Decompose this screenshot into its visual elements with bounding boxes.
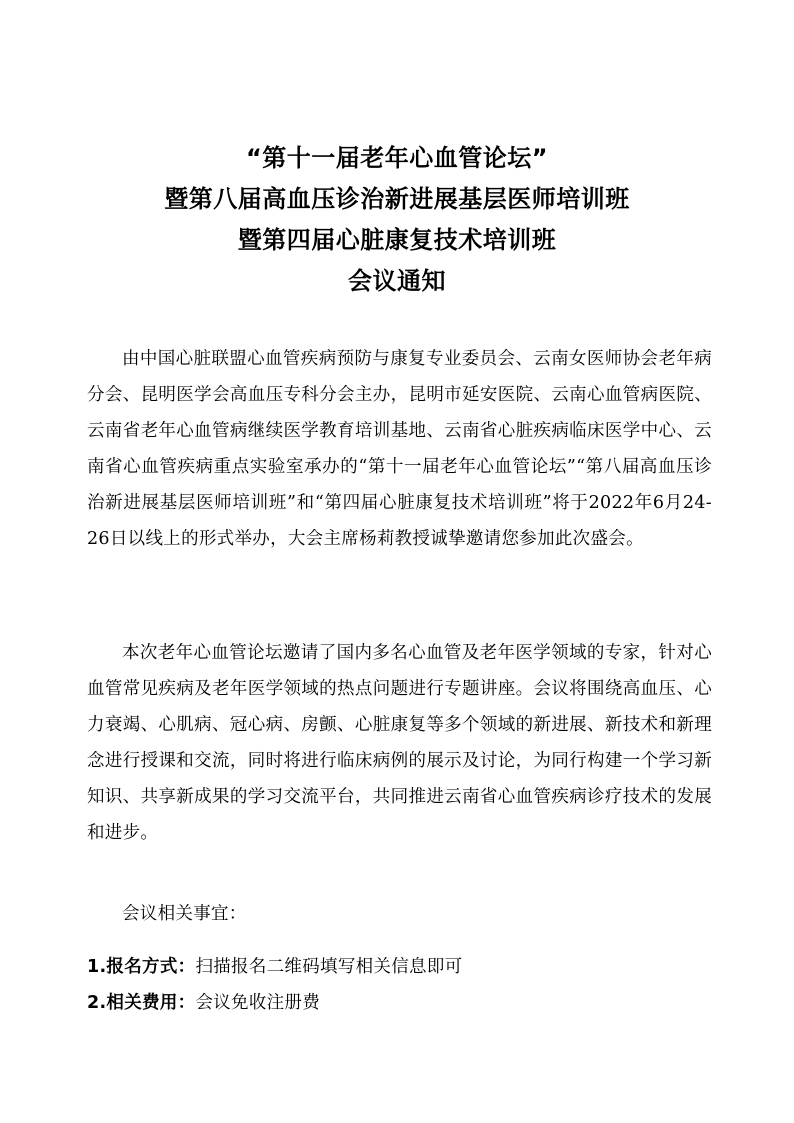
title-line-hypertension-training: 暨第八届高血压诊治新进展基层医师培训班	[164, 185, 630, 213]
title-line-meeting-notice: 会议通知	[348, 267, 446, 295]
registration-method-item	[87, 949, 462, 985]
registration-method-label: 1.报名方式：	[87, 957, 196, 977]
registration-method-value: 扫描报名二维码填写相关信息即可	[195, 957, 463, 977]
title-line-forum: “第十一届老年心血管论坛”	[245, 144, 549, 172]
notice-title	[60, 138, 734, 302]
intro-paragraph: 由中国心脏联盟心血管疾病预防与康复专业委员会、云南女医师协会老年病分会、昆明医学会高血压专科分会主办，昆明市延安医院、云南心血管病医院、云南省老年心血管病继续医学教育培训基地、云南省心脏疾病临床医学中心、云南省心血管疾病重点实验室承办的“第十一届老年心血管论坛”“第八届高血压诊治新进展基层医师培训班”和“第四届心脏康复技术培训班”将于2022年6月24-26日以线上的形式举办，大会主席杨莉教授诚挚邀请您参加此次盛会。	[87, 349, 712, 549]
fees-item	[87, 985, 320, 1021]
fees-value: 会议免收注册费	[195, 993, 321, 1013]
title-line-cardiac-rehab-training: 暨第四届心脏康复技术培训班	[237, 226, 557, 254]
fees-label: 2.相关费用：	[87, 993, 196, 1013]
meeting-matters-heading: 会议相关事宜：	[122, 904, 247, 924]
forum-description-block	[87, 635, 712, 851]
forum-description-paragraph: 本次老年心血管论坛邀请了国内多名心血管及老年医学领域的专家，针对心血管常见疾病及老年医学领域的热点问题进行专题讲座。会议将围绕高血压、心力衰竭、心肌病、冠心病、房颤、心脏康复等多个领域的新进展、新技术和新理念进行授课和交流，同时将进行临床病例的展示及讨论，为同行构建一个学习新知识、共享新成果的学习交流平台，共同推进云南省心血管疾病诊疗技术的发展和进步。	[87, 643, 712, 843]
intro-paragraph-block	[87, 341, 712, 557]
